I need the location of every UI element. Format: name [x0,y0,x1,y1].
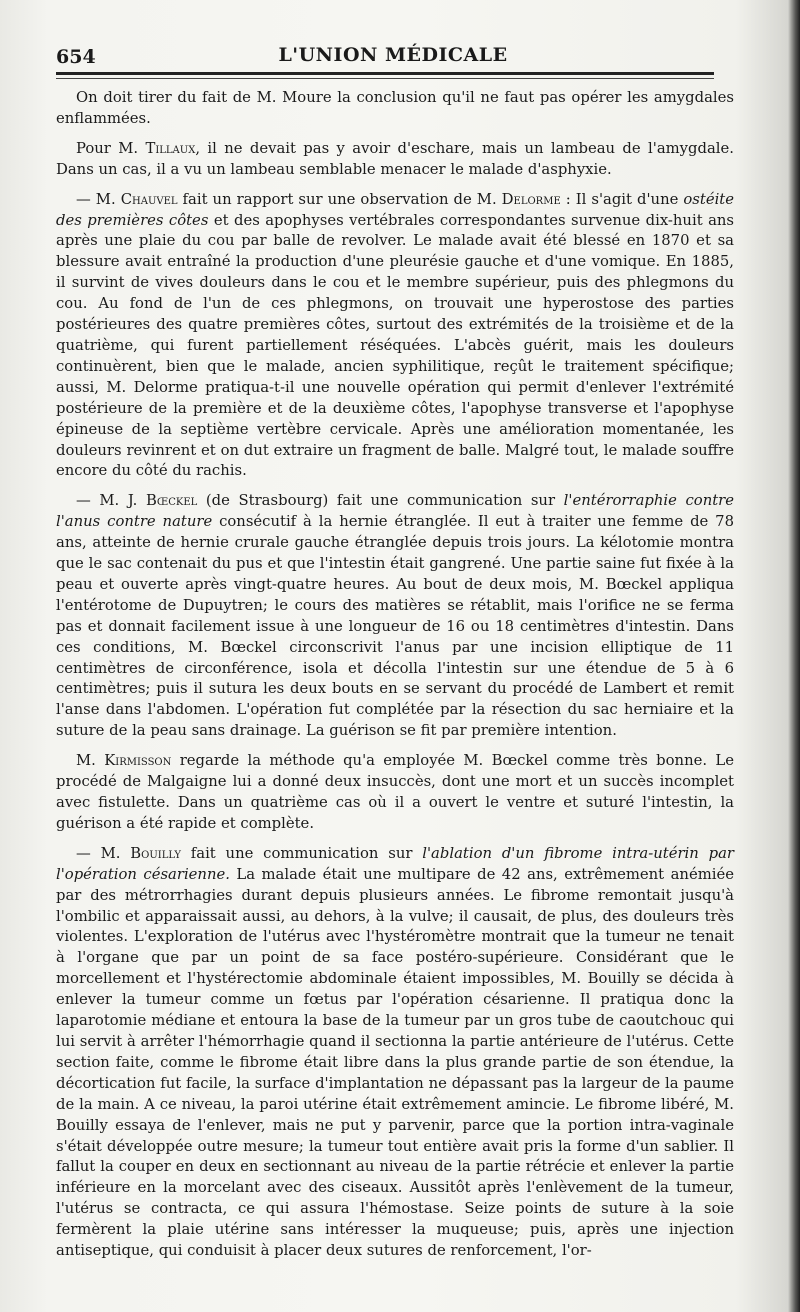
paragraph-text: consécutif à la hernie étranglée. Il eut à traiter une femme de 78 ans, atteinte de hernie crurale gauche étranglée depuis trois jours. La kélotomie montra que le sac contenait du pus et que l'intestin était gangrené. Une partie saine fut fixée à la peau et ouverte après vingt-quatre heures. Au bout de deux mois, M. Bœckel appliqua l'entérotome de Dupuytren; le cours des matières se rétablit, mais l'orifice ne se ferma pas et donnait facilement issue à une longueur de 16 ou 18 centimètres d'intestin. Dans ces conditions, M. Bœckel circonscrivit l'anus par une incision elliptique de 11 centimètres de circonférence, isola et décolla l'intestin sur une étendue de 5 à 6 centimètres; puis il sutura les deux bouts en se servant du procédé de Lambert et remit l'anse dans l'abdomen. L'opération fut complétée par la résection du sac herniaire et la suture de la peau sans drainage. La guérison se fit par première intention. [56,513,735,740]
paragraph-lead: M. [76,752,105,770]
paragraph-lead: — M. J. [76,492,146,510]
header-rule [56,72,714,75]
paragraph-tillaux [56,139,734,181]
paragraph-kirmisson [56,751,734,835]
speaker-name: Bœckel [145,492,198,510]
paragraph-lead: — M. [76,844,131,862]
article-body [56,88,734,1262]
paragraph-chauvel [56,190,734,483]
author-name: Delorme [501,190,561,208]
paragraph-boeckel [56,491,734,742]
paragraph-text: , il ne devait pas y avoir d'eschare, mais un lambeau de l'amygdale. Dans un cas, il a vu un lambeau semblable menacer le malade d'asphyxie. [56,139,734,178]
paragraph-text: regarde la méthode qu'a employée M. Bœckel comme très bonne. Le procédé de Malgaigne lui a donné deux insuccès, dont une mort et un succès incomplet avec fistulette. Dans un quatrième cas où il a ouvert le ventre et suturé l'intestin, la guérison a été rapide et complète. [56,752,734,832]
page-number: 654 [56,46,96,68]
paragraph-text: et des apophyses vertébrales correspondantes survenue dix-huit ans après une plaie du cou par balle de revolver. Le malade avait été blessé en 1870 et sa blessure avait entraîné la production d'une pleurésie gauche et d'une vomique. En 1885, il survint de vives douleurs dans le cou et le membre supérieur, puis des phlegmons du cou. Au fond de l'un de ces phlegmons, on trouvait une hyperostose des parties postérieures des quatre premières côtes, surtout des extrémités de la troisième et de la quatrième, qui furent partiellement réséquées. L'abcès guérit, mais les douleurs continuèrent, bien que le malade, ancien syphilitique, reçût le traitement spécifique; aussi, M. Delorme pratiqua-t-il une nouvelle opération qui permit d'enlever l'extrémité postérieure de la première et de la deuxième côtes, l'apophyse transverse et l'apophyse épineuse de la septième vertèbre cervicale. Après une amélioration momentanée, les douleurs revinrent et on dut extraire un fragment de balle. Malgré tout, le malade souffre encore du côté du rachis. [56,211,735,480]
speaker-name: Chauvel [120,190,178,208]
speaker-name: Tillaux [145,139,196,157]
speaker-name: Bouilly [130,844,181,862]
paragraph-lead: Pour M. [76,139,146,157]
page-header [56,38,730,72]
paragraph-text: fait une communication sur [180,844,423,862]
speaker-name: Kirmisson [104,752,172,770]
paragraph-text: : Il s'agit d'une [560,190,684,208]
paragraph-text: La malade était une multipare de 42 ans, extrêmement anémiée par des métrorrhagies durant depuis plusieurs années. Le fibrome remontait jusqu'à l'ombilic et apparaissait aussi, au dehors, à la vulve; il causait, de plus, des douleurs très violentes. L'exploration de l'utérus avec l'hystéromètre montrait que la tumeur ne tenait à l'organe que par un point de sa face postéro-supérieure. Considérant que le morcellement et l'hystérectomie abdominale étaient impossibles, M. Bouilly se décida à enlever la tumeur comme un fœtus par l'opération césarienne. Il pratiqua donc la laparotomie médiane et entoura la base de la tumeur par un gros tube de caoutchouc qui lui servit à arrêter l'hémorrhagie quand il sectionna la partie antérieure de l'utérus. Cette section faite, comme le fibrome était libre dans la plus grande partie de son étendue, la décortication fut facile, la surface d'implantation ne dépassant pas la largeur de la paume de la main. A ce niveau, la paroi utérine était extrêmement amincie. Le fibrome libéré, M. Bouilly essaya de l'enlever, mais ne put y parvenir, parce que la portion intra-vaginale s'était développée outre mesure; la tumeur tout entière avait pris la forme d'un sablier. Il fallut la couper en deux en sectionnant au niveau de la partie rétrécie et enlever la partie inférieure en la morcelant avec des ciseaux. Aussitôt après l'enlèvement de la tumeur, l'utérus se contracta, ce qui assura l'hémostase. Seize points de suture à la soie fermèrent la plaie utérine sans intéresser la muqueuse; puis, après une injection antiseptique, qui conduisit à placer deux sutures de renforcement, l'or- [56,865,734,1260]
running-title: L'UNION MÉDICALE [278,44,508,66]
subject-title: l'ablation d'un fibrome intra-utérin par l'opération césarienne. [56,844,734,883]
paragraph-bouilly [56,844,734,1262]
subject-title: l'entérorraphie contre l'anus contre nature [56,492,735,531]
paragraph-text: fait un rapport sur une observation de M. [177,190,502,208]
paragraph-moure-conclusion [56,88,734,130]
paragraph-text: On doit tirer du fait de M. Moure la conclusion qu'il ne faut pas opérer les amygdales enflammées. [56,89,734,127]
subject-title: ostéite des premières côtes [56,190,735,229]
page-edge-shadow [788,0,800,1312]
header-rule-thin [56,78,714,79]
paragraph-text: (de Strasbourg) fait une communication sur [197,492,564,510]
paragraph-lead: — M. [76,190,121,208]
